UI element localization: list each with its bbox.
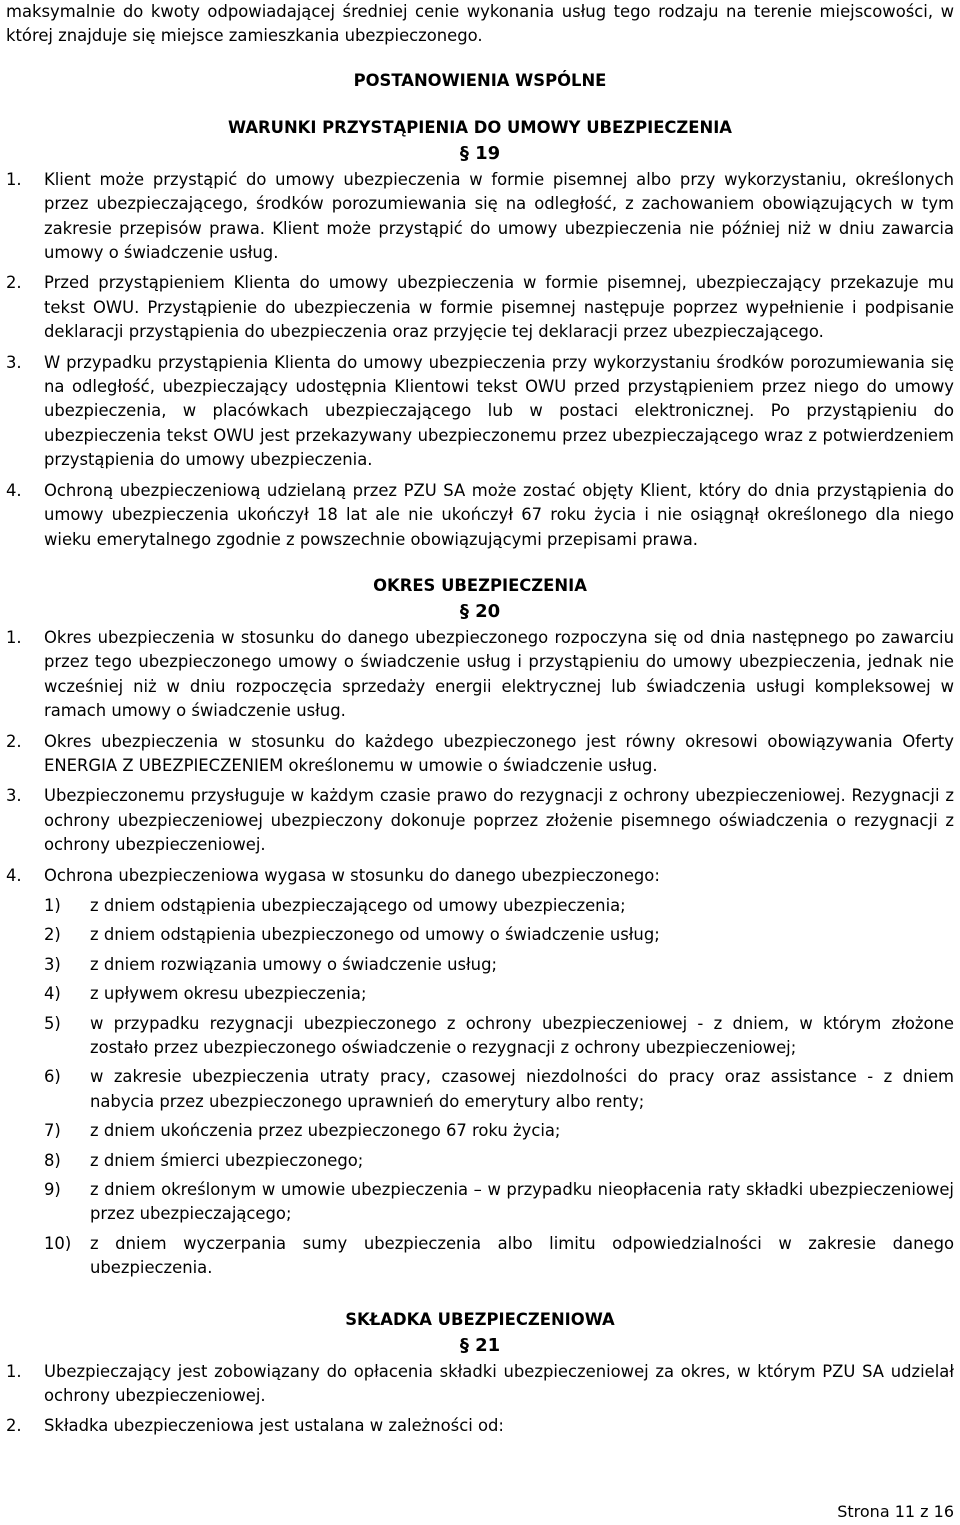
item-text: Ochroną ubezpieczeniową udzielaną przez PZU SA może zostać objęty Klient, który do dnia przystąpienia do umowy ubezpieczenia ukończył 18 lat ale nie ukończył 67 roku życia i nie osiągnął określonego dla niego wieku emerytalnego zgodnie z powszechnie obowiązującymi przepisami prawa.: [44, 480, 954, 549]
item-text: Klient może przystąpić do umowy ubezpieczenia w formie pisemnej albo przy wykorzystaniu, określonych przez ubezpieczającego, środków porozumiewania się na odległość, z zachowaniem obowiązujących w tym zakresie przepisów prawa. Klient może przystąpić do umowy ubezpieczenia nie później niż w dniu zawarcia umowy o świadczenie usług.: [44, 169, 954, 263]
list-item: [6, 479, 954, 552]
sublist-item: [44, 982, 954, 1006]
sublist-item: [44, 1178, 954, 1227]
subitem-number: 4): [44, 984, 61, 1004]
subitem-number: 7): [44, 1121, 61, 1141]
item-text: Ubezpieczonemu przysługuje w każdym czasie prawo do rezygnacji z ochrony ubezpieczeniowej. Rezygnacji z ochrony ubezpieczeniowej ubezpieczony dokonuje poprzez złożenie pisemnego oświadczenia o rezygnacji z ochrony ubezpieczeniowej.: [44, 786, 954, 855]
subitem-text: w przypadku rezygnacji ubezpieczonego z ochrony ubezpieczeniowej - z dniem, w którym złożone zostało przez ubezpieczonego oświadczenie o rezygnacji z ochrony ubezpieczeniowej;: [90, 1013, 954, 1057]
item-text: Składka ubezpieczeniowa jest ustalana w zależności od:: [44, 1416, 504, 1436]
subitem-text: z dniem wyczerpania sumy ubezpieczenia albo limitu odpowiedzialności w zakresie danego ubezpieczenia.: [90, 1233, 954, 1278]
section-title-s21: SKŁADKA UBEZPIECZENIOWA: [345, 1309, 615, 1329]
sublist-item: [44, 1149, 954, 1173]
list-item: [6, 271, 954, 344]
item-number: 2.: [6, 1416, 22, 1436]
paragraph-sign-20: § 20: [459, 600, 501, 622]
s19-list: [6, 168, 954, 552]
item-number: 1.: [6, 169, 22, 189]
list-item: [6, 784, 954, 857]
list-item: [6, 1360, 954, 1409]
item-number: 2.: [6, 731, 22, 751]
item-number: 3.: [6, 352, 22, 372]
list-item: [6, 864, 954, 1286]
list-item: [6, 626, 954, 724]
item-number: 3.: [6, 786, 22, 806]
intro-paragraph: maksymalnie do kwoty odpowiadającej średniej cenie wykonania usług tego rodzaju na terenie miejscowości, w której znajduje się miejsce zamieszkania ubezpieczonego.: [6, 2, 954, 46]
item-text: Przed przystąpieniem Klienta do umowy ubezpieczenia w formie pisemnej, ubezpieczający przekazuje mu tekst OWU. Przystąpienie do ubezpieczenia w formie pisemnej następuje poprzez wypełnienie i podpisanie deklaracji przystąpienia do ubezpieczenia oraz przyjęcie tej deklaracji przez ubezpieczającego.: [44, 273, 954, 342]
section-title-s20: OKRES UBEZPIECZENIA: [373, 575, 587, 595]
paragraph-sign-21: § 21: [459, 1334, 501, 1356]
list-item: [6, 1414, 954, 1438]
subitem-number: 9): [44, 1180, 61, 1200]
sublist-item: [44, 1119, 954, 1143]
subitem-text: z dniem określonym w umowie ubezpieczenia – w przypadku nieopłacenia raty składki ubezpieczeniowej przez ubezpieczającego;: [90, 1180, 954, 1224]
sublist-item: [44, 923, 954, 947]
page-number: Strona 11 z 16: [837, 1502, 954, 1521]
subitem-text: z dniem odstąpienia ubezpieczonego od umowy o świadczenie usług;: [90, 925, 660, 945]
item-text: W przypadku przystąpienia Klienta do umowy ubezpieczenia przy wykorzystaniu środków porozumiewania się na odległość, ubezpieczający udostępnia Klientowi tekst OWU przed przystąpieniem przez niego do umowy ubezpieczenia, w placówkach ubezpieczającego lub w postaci elektronicznej. Po przystąpieniu do ubezpieczenia tekst OWU jest przekazywany ubezpieczonemu przez ubezpieczającego wraz z potwierdzeniem przystąpienia do umowy ubezpieczenia.: [44, 352, 954, 470]
item-text: [44, 864, 954, 1286]
subitem-number: 2): [44, 925, 61, 945]
sublist-item: [44, 953, 954, 977]
subitem-text: z dniem ukończenia przez ubezpieczonego 67 roku życia;: [90, 1121, 561, 1141]
item-number: 4.: [6, 865, 22, 885]
item-text: Okres ubezpieczenia w stosunku do danego ubezpieczonego rozpoczyna się od dnia następnego po zawarciu przez tego ubezpieczonego umowy o świadczenie usług i przystąpieniu do umowy ubezpieczenia, jednak nie wcześniej niż w dniu rozpoczęcia sprzedaży energii elektrycznej lub świadczenia usługi kompleksowej w ramach umowy o świadczenie usług.: [44, 627, 954, 721]
sublist-item: [44, 1232, 954, 1281]
paragraph-sign-19: § 19: [459, 142, 501, 164]
subitem-text: z dniem rozwiązania umowy o świadczenie usług;: [90, 954, 497, 974]
section-title-common: POSTANOWIENIA WSPÓLNE: [353, 70, 607, 90]
item-text: Ubezpieczający jest zobowiązany do opłacenia składki ubezpieczeniowej za okres, w którym PZU SA udzielał ochrony ubezpieczeniowej.: [44, 1361, 954, 1406]
sublist-item: [44, 1012, 954, 1061]
subitem-number: 6): [44, 1067, 61, 1087]
list-item: [6, 351, 954, 473]
subitem-text: z dniem odstąpienia ubezpieczającego od umowy ubezpieczenia;: [90, 895, 626, 915]
item-number: 1.: [6, 627, 22, 647]
subitem-number: 1): [44, 895, 61, 915]
item-text-lead: Ochrona ubezpieczeniowa wygasa w stosunku do danego ubezpieczonego:: [44, 865, 660, 885]
item-number: 1.: [6, 1361, 22, 1381]
subitem-number: 5): [44, 1013, 61, 1033]
item-number: 4.: [6, 480, 22, 500]
subitem-text: w zakresie ubezpieczenia utraty pracy, czasowej niezdolności do pracy oraz assistance - z dniem nabycia przez ubezpieczonego uprawnień do emerytury albo renty;: [90, 1067, 954, 1111]
sublist-item: [44, 894, 954, 918]
s20-list: [6, 626, 954, 1286]
subitem-number: 8): [44, 1150, 61, 1170]
item-text: Okres ubezpieczenia w stosunku do każdego ubezpieczonego jest równy okresowi obowiązywania Oferty ENERGIA Z UBEZPIECZENIEM określonemu w umowie o świadczenie usług.: [44, 731, 954, 775]
s21-list: [6, 1360, 954, 1439]
s20-sublist: [44, 894, 954, 1281]
sublist-item: [44, 1065, 954, 1114]
subitem-text: z upływem okresu ubezpieczenia;: [90, 984, 367, 1004]
subitem-number: 3): [44, 954, 61, 974]
subitem-text: z dniem śmierci ubezpieczonego;: [90, 1150, 364, 1170]
section-title-s19: WARUNKI PRZYSTĄPIENIA DO UMOWY UBEZPIECZENIA: [227, 117, 732, 137]
item-number: 2.: [6, 273, 22, 293]
list-item: [6, 168, 954, 266]
list-item: [6, 730, 954, 779]
subitem-number: 10): [44, 1233, 72, 1253]
